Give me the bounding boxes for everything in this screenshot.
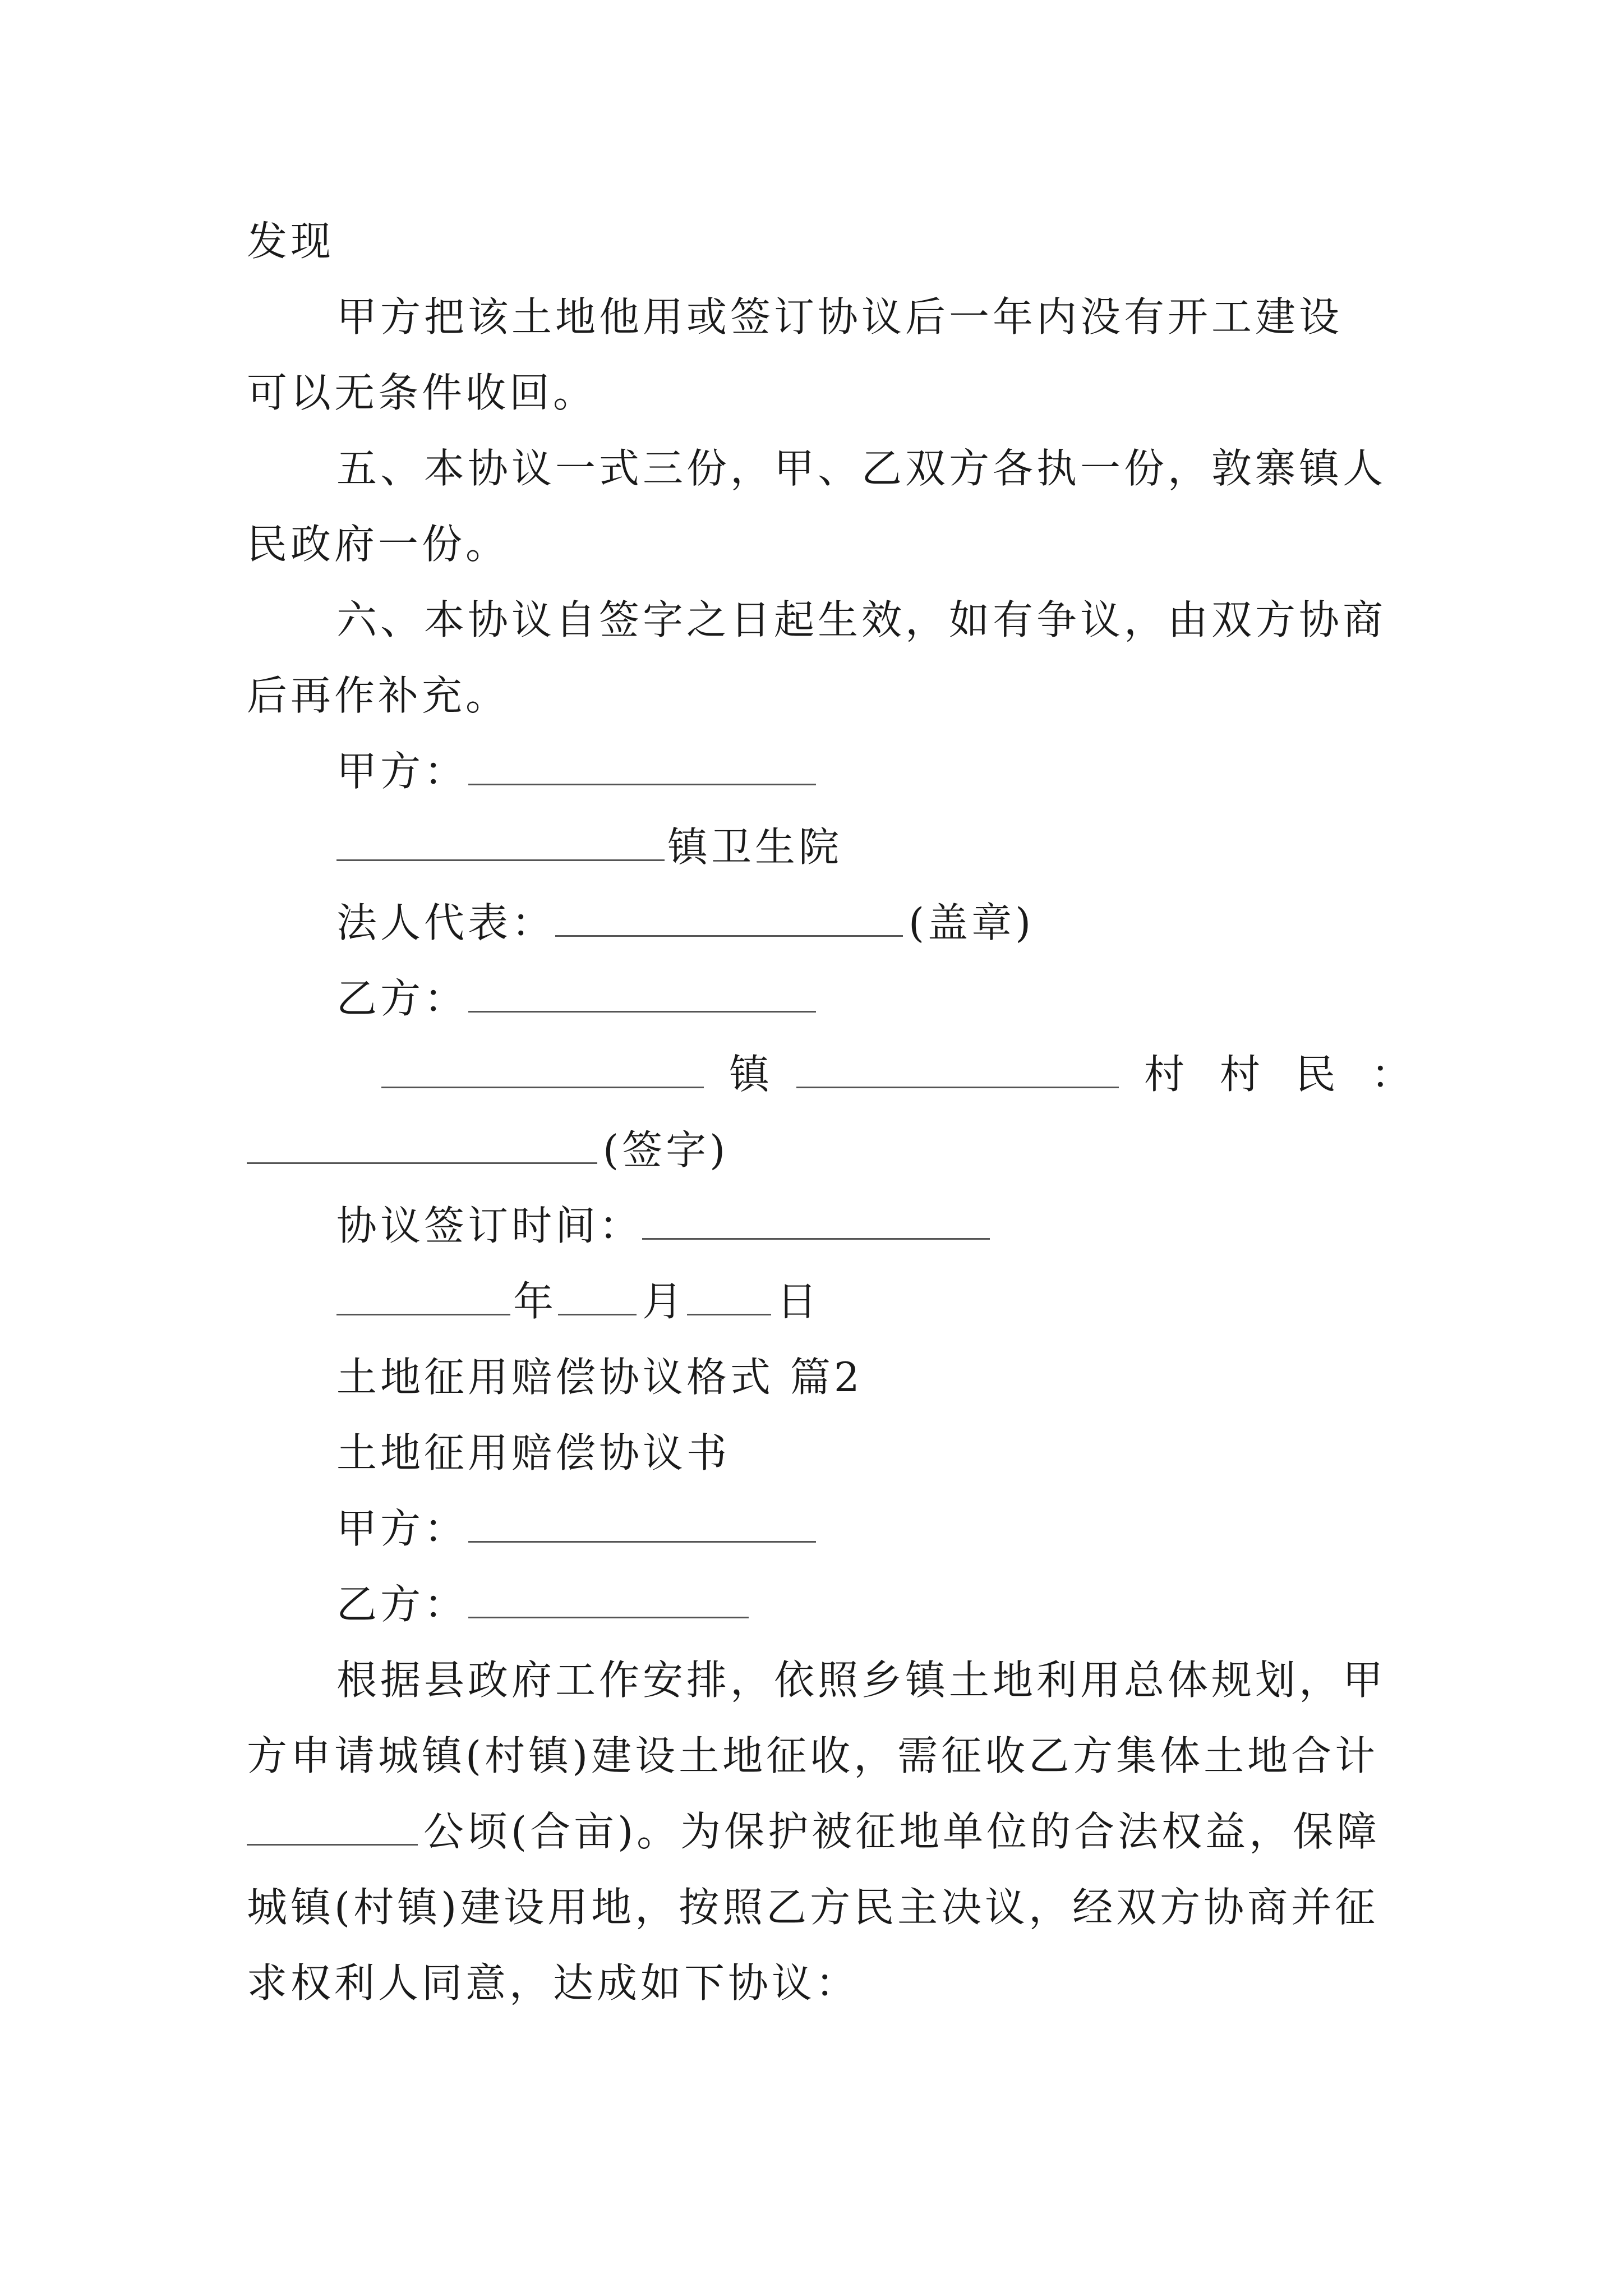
sign-time-line [0,1198,1623,1254]
day-blank [687,1314,771,1315]
section-title: 土地征用赔偿协议格式 篇2 [336,1354,863,1401]
legal-rep-blank [555,935,903,937]
party-a-line-2 [0,1501,1623,1557]
health-center-suffix: 镇卫生院 [667,823,843,871]
party-a-line [0,743,1623,799]
villager-label: 村 村 民 ： [1144,1051,1423,1098]
text-line [0,365,1623,421]
text-line [0,668,1623,724]
signature-line [0,1122,1623,1178]
line-text: 六、本协议自签字之日起生效，如有争议，由双方协商 [336,596,1387,643]
line-text: 后再作补充。 [247,672,510,719]
line-text: 发现 [247,218,335,265]
party-b-label: 乙方： [336,975,468,1022]
town-char: 镇 [729,1051,773,1098]
party-a-blank-2 [468,1541,816,1543]
seal-label: (盖章) [909,899,1035,946]
month-label: 月 [642,1278,686,1325]
party-b-blank-2 [468,1617,749,1618]
village-blank [796,1087,1119,1088]
line-text: 民政府一份。 [247,521,510,568]
text-line [0,592,1623,648]
text-line [0,516,1623,572]
paragraph-line [0,1728,1623,1784]
text-line [0,289,1623,345]
paragraph-text: 公顷(合亩)。为保护被征地单位的合法权益，保障 [423,1808,1381,1855]
doc-title: 土地征用赔偿协议书 [336,1429,731,1476]
town-name-blank [336,859,665,861]
paragraph-text: 城镇(村镇)建设用地，按照乙方民主决议，经双方协商并征 [247,1884,1379,1931]
hectare-blank [247,1844,418,1846]
paragraph-line [0,1652,1623,1708]
text-line [0,440,1623,496]
paragraph-line [0,1955,1623,2011]
party-a-label-2: 甲方： [336,1505,468,1552]
legal-rep-label: 法人代表： [336,899,556,946]
paragraph-text: 根据县政府工作安排，依照乡镇土地利用总体规划，甲 [336,1657,1387,1704]
party-b-label-2: 乙方： [336,1581,468,1628]
party-b-blank [468,1011,816,1013]
party-b-line-2 [0,1576,1623,1632]
health-center-line [0,819,1623,875]
month-blank [558,1314,637,1315]
villager-line [0,1046,1623,1102]
line-text: 可以无条件收回。 [247,369,597,416]
year-blank [336,1314,510,1315]
paragraph-text: 求权利人同意，达成如下协议： [247,1959,860,2007]
sign-time-blank [642,1238,990,1240]
paragraph-line [0,1803,1623,1860]
line-text: 五、本协议一式三份，甲、乙双方各执一份，敦寨镇人 [336,445,1387,492]
signature-label: (签字) [603,1126,729,1174]
section-title-line [0,1349,1623,1405]
legal-rep-line [0,895,1623,951]
town-blank [381,1087,704,1088]
party-a-label: 甲方： [336,748,468,795]
day-label: 日 [777,1278,821,1325]
text-line [0,213,1623,269]
paragraph-line [0,1879,1623,1935]
date-line [0,1273,1623,1329]
paragraph-text: 方申请城镇(村镇)建设土地征收，需征收乙方集体土地合计 [247,1732,1379,1779]
party-b-line [0,970,1623,1027]
sign-time-label: 协议签订时间： [336,1202,643,1249]
signature-blank [247,1162,597,1164]
party-a-blank [468,784,816,785]
doc-title-line [0,1425,1623,1481]
line-text: 甲方把该土地他用或签订协议后一年内没有开工建设 [336,293,1343,341]
year-label: 年 [513,1278,557,1325]
